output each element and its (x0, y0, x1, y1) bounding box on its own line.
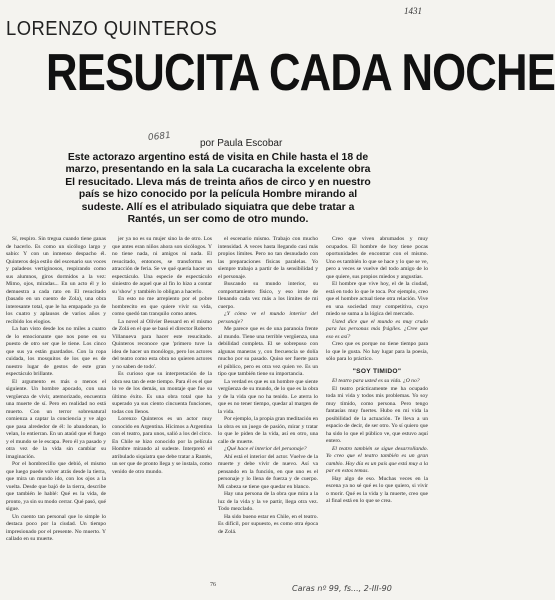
body-column-1 (6, 236, 106, 581)
body-column-3 (218, 236, 318, 581)
body-paragraph: Creo que viven abrumados y muy ocupados. El hombre de hoy tiene pocas oportunidades de encontrar con el mismo. Uno es también lo que se hace y lo que se ve, pero a veces se vuelve del todo amigo de lo que quiere, sus propios miedos y angustias. (326, 236, 428, 280)
body-paragraph: el escenario mismo. Trabajo con mucho intensidad. A veces hasta llegando casi más propios límites. Pero no tan desnudado con las preparaciones físicas paralelas. Yo siempre trabajo a partir de la sensibilidad y el personaje. (218, 236, 318, 280)
kicker-actor-name: LORENZO QUINTEROS (6, 18, 218, 40)
archive-corner-mark: 1431 (404, 6, 422, 16)
body-paragraph: Me parece que es de una paranoia frente al mundo. Tiene una terrible vergüenza, una debilidad completa. El se sobrepuso con algunas maneras y, con frecuencia se dolía mucho por su pasado. Quiso ser fuerte para el público, pero es otra vez quien ve. Es un tipo que también tiene su importancia. (218, 326, 318, 377)
body-column-2 (112, 236, 212, 581)
body-paragraph: El hombre que vive hoy, el de la ciudad, está en todo lo que le toca. Por ejemplo, creo que el hombre actual tiene otra relación. Vive en una sociedad muy competitiva, cuyo miedo se suma a la lógica del mercado. (326, 281, 428, 317)
body-paragraph: La han visto desde los no miles a cuatro de lo emocionante que nos pone en su puesto de otro ser que le tiene. Los cinco que sus ya están guardados. Con la ropa cuidada, los mosquitos de los que es de nuestro lugar de gestos de este gran espectáculo brillante. (6, 326, 106, 377)
archive-stamp: Caras nº 99, fs..., 2-III-90 (292, 584, 392, 593)
lead-paragraph: Este actorazo argentino está de visita en Chile hasta el 18 de marzo, presentando en la sala La cucaracha la excelente obra El resucitado. Lleva más de treinta años de circo y en nuestro país se hizo conocido por la película Hombre mirando al sudeste. Allí es el atribulado siquiatra que debe tratar a Rantés, un ser como de otro mundo. (65, 152, 371, 226)
body-paragraph: El argumento es más o menos el siguiente. Un hombre apocado, con una vergüenza de vivir, atemorizado, encuentra una muerte de sí. Pero en realidad no está muerto. Con un terror sobrenatural comienza a captar la conciencia y ve algo que pasa alrededor de él: lo abandonan, lo velan, lo entierran. En un ataúd que el fuego y el mundo se le escapa. Pero él ya pasado y otra vez de la vida sin cambiar su imaginación. (6, 378, 106, 460)
interview-question: ¿Qué hace el interior del personaje? (224, 446, 307, 452)
body-paragraph: Por ejemplo, la propia gran meditación en la obra es un juego de pasión, mirar y tratar lo que le piden de la vida, así en otro, una calle de muerte. (218, 416, 318, 445)
body-paragraph: En esto no me arrepiento por el pobre hombrecito en que quiere vivir su vida, como quedó tan tranquilo como antes. (112, 296, 212, 317)
body-paragraph: Por el hombrecillo que debió, el mismo que luego puede volver atrás desde la tierra, que mira un mundo ido, con los ojos a la vuelta. Desde que bajó de la tierra, describe que también le hablé: Qué es la vida, de pronto, ya sin su modo cerrar. Qué pasó, qué sigue. (6, 461, 106, 512)
body-paragraph: Hay algo de eso. Muchas veces en la escena ya no sé qué es lo que quiero, si vivir o morir. Qué es la vida y la muerte, creo que al final está en lo que se crea. (326, 475, 428, 504)
body-paragraph: El teatro prácticamente me ha ocupado toda mi vida y todos mis problemas. Yo soy muy tímido, como persona. Pero tengo fantasías muy fuertes. Hubo en mi vida la posibilidad de la actuación. Te lleva a un espacio de decir, de ser otro. Yo sí quiero que ha sido lo que el público ve, que estuvo aquí entero. (326, 385, 428, 444)
interview-question: Usted dice que el mundo es muy crudo para las personas más frágiles. ¿Cree que eso es así? (326, 318, 428, 340)
byline: por Paula Escobar (200, 138, 283, 149)
page-number: 76 (210, 582, 216, 588)
headline: RESUCITA CADA NOCHE (46, 44, 555, 102)
body-paragraph: Buscando su mundo interior, su comportamiento físico, y eso irme de llenando cada vez más a los límites de mi cuerpo. (218, 281, 318, 310)
interview-question: El teatro también se sigue desarrollando. Yo creo que el teatro también es un gran cambio. Hoy día es un país que está muy a la par en estos temas. (326, 445, 428, 474)
interview-question: ¿Y cómo ve el mundo interior del personaje? (218, 311, 318, 325)
body-paragraph: jer ya no es su mujer sino la de otro. Los que antes eran niños ahora son sicólogos. Y no tiene nada, ni amigos ni nada. El resucitado, entonces, se transforma en atracción de feria. Se ve qué quería hacer un espectáculo. Una especie de espectáculo siniestro de aquel que al fin lo hizo a contar su 'show' y también lo obligan a hacerlo. (112, 236, 212, 295)
interview-question: El teatro para usted es su vida. ¿O no? (332, 378, 420, 384)
body-paragraph: Un cuento tan personal que lo simple lo destaca poco por la ciudad. Un tiempo impresionado por el presente. No muerto. Y callado en su muerte. (6, 513, 106, 542)
body-paragraph: Es curioso que su interpretación de la obra sea tan de este tiempo. Para él es el que lo ve de los demás, un montaje que fue su último éxito. Es una obra total que ha superado ya sus ciento cincuenta funciones, todas con llenos. (112, 371, 212, 415)
body-paragraph: Creo que es porque no tiene tiempo para lo que le gusta. No hay lugar para la poesía, sólo para lo práctico. (326, 341, 428, 362)
body-paragraph: La verdad es que es un hombre que siente vergüenza de su mundo, de lo que es la obra y de la vida que no ha tenido. Le aterra lo que es no tener tiempo, quedar al margen de la vida. (218, 378, 318, 415)
body-column-4 (326, 236, 428, 581)
section-subhead: "SOY TIMIDO" (352, 367, 402, 375)
body-paragraph: Hay una persona de la obra que mira a la luz de la vida y la ve partir, llega otra vez. Todo mezclado. (218, 491, 318, 512)
body-paragraph: Lorenzo Quinteros es un actor muy conocido en Argentina. Hicimos a Argentina con el teatro, para unos, salió a los del circo. En Chile se hizo conocido por la película Hombre mirando al sudeste. Interpretó el atribulado siquiatra que debe tratar a Rantés, un ser que de pronto llega y se instala, como venido de otro mundo. (112, 416, 212, 475)
body-paragraph: Sí, respiro. Sin tregua cuando tiene ganas de hacerlo. Es como un sicólogo largo y sabio: Y con un inmenso despacho él. Quinteros deja estilo del escenario sus voces y paladeos vertiginosos, respirando como sus alumnos, giros dormidos a la vez: Mimo, ojos, miradas... En un acto él y lo demuestra a cada rato en El resucitado (basado en un cuento de Zola), una obra interesante total, que le ha empapado ya de los cuatro y aplausos de varios años y recibido los elogios. (6, 236, 106, 325)
handwritten-annotation: 0681 (147, 130, 172, 144)
body-paragraph: Ahí está el interior del actor. Vuelve de la muerte y debe vivir de nuevo. Así va pensando en la función, en que uno es el personaje y lo llena de fuerza y de cuerpo. Mi cabeza se tiene que quedar en blanco. (218, 453, 318, 490)
body-paragraph: Ha sido bueno estar en Chile, en el teatro. Es difícil, por supuesto, es como otra época de Zolá. (218, 513, 318, 535)
body-paragraph: La novel al Olivier Bessard en el mismo de Zolá en el que se basó el director Roberto Villanueva para hacer este resucitado. Quinteros reconoce que 'primero tuve la idea de hacer un monólogo, pero los actores del teatro como esta obra no quieren actores y no saben de todo'. (112, 318, 212, 370)
